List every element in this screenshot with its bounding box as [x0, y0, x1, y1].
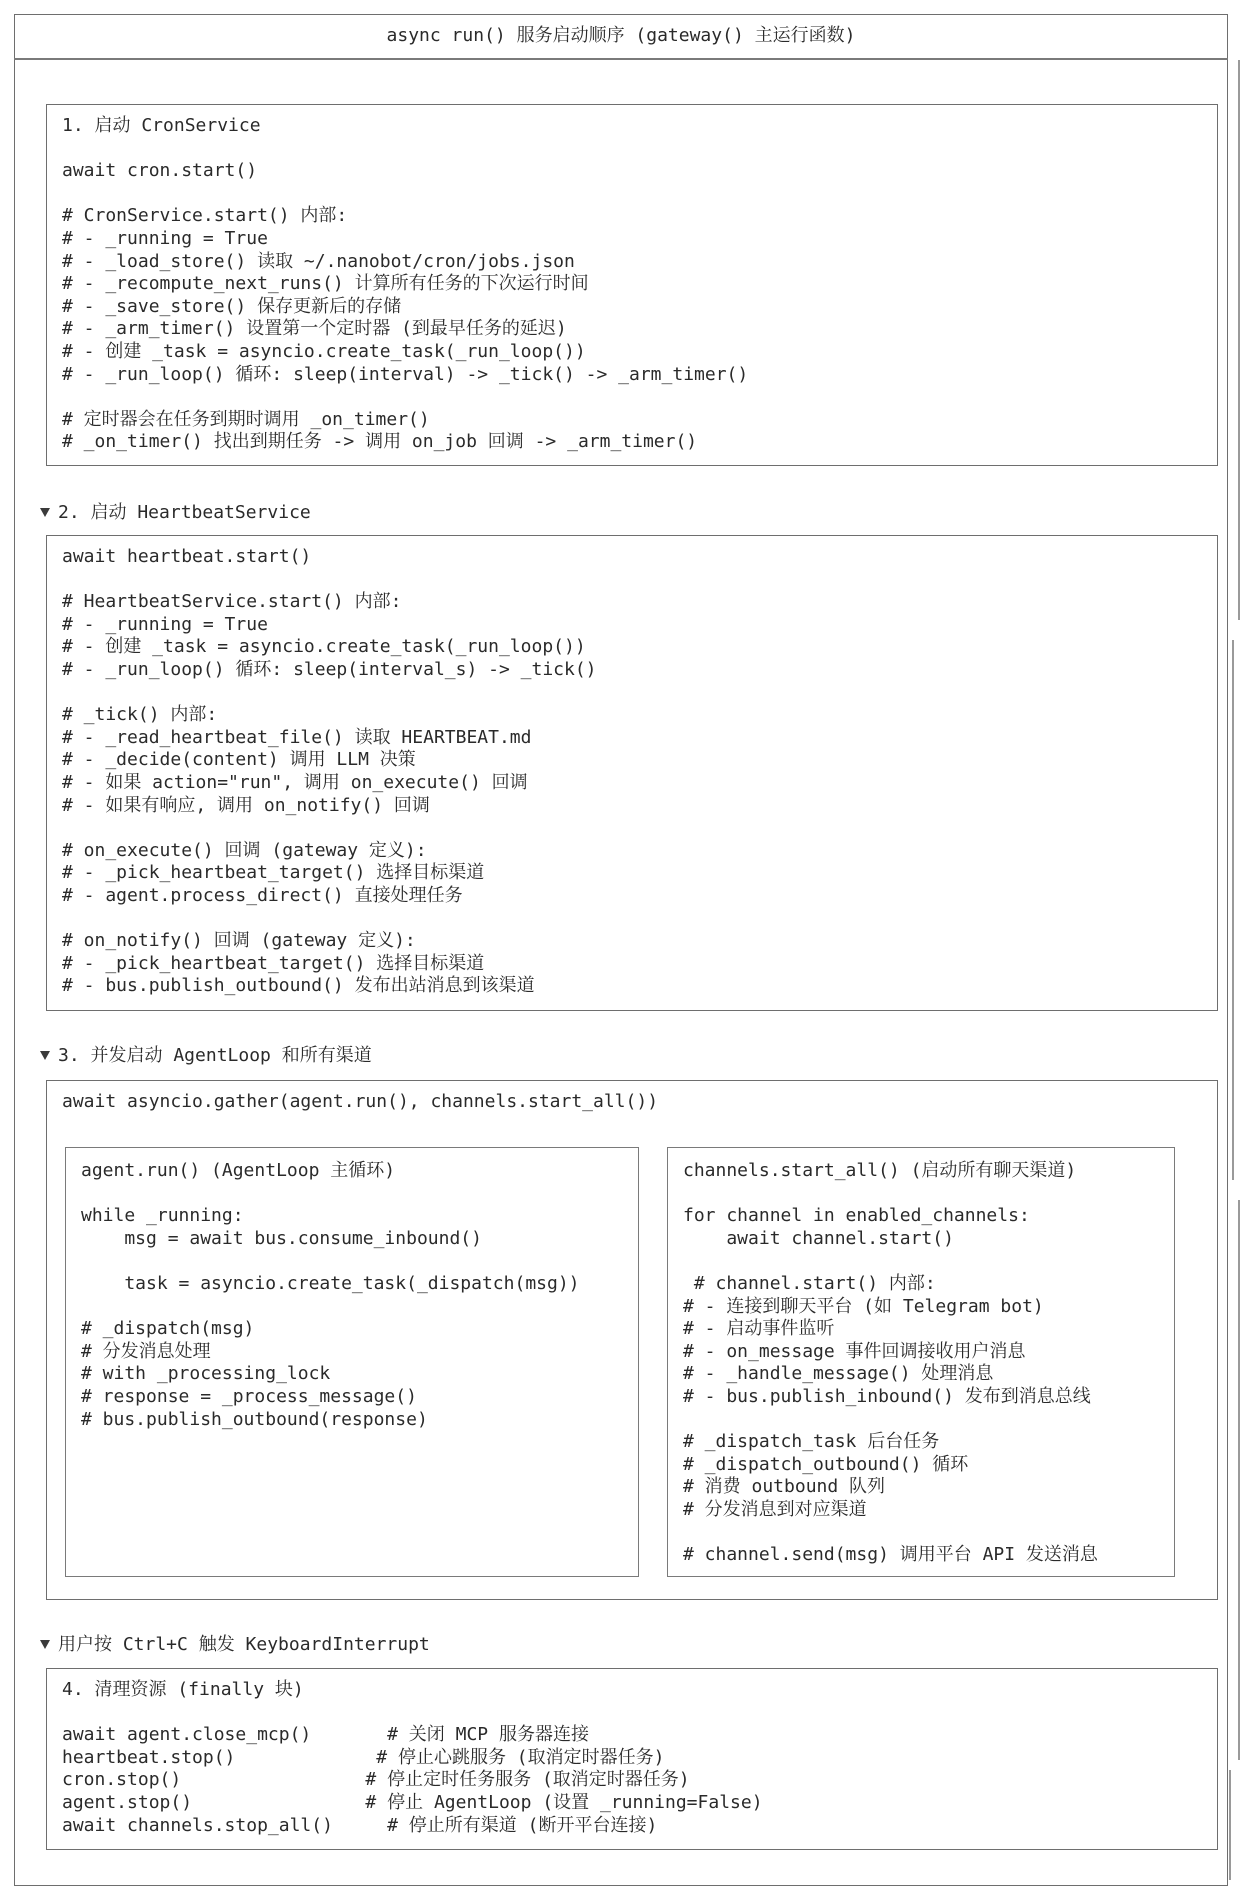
code-line: # response = _process_message(): [81, 1385, 417, 1407]
code-line: [683, 1183, 1098, 1206]
code-line: # - _run_loop() 循环: sleep(interval) -> _tick() -> _arm_timer(): [62, 363, 749, 385]
code-line: [62, 386, 748, 409]
code-line: # CronService.start() 内部:: [62, 205, 348, 227]
code-line: # - 连接到聊天平台 (如 Telegram bot): [683, 1295, 1044, 1317]
code-line: agent.run() (AgentLoop 主循环): [81, 1160, 396, 1181]
code-line: [683, 1522, 1098, 1545]
code-line: msg = await bus.consume_inbound(): [81, 1227, 482, 1249]
code-line: # 定时器会在任务到期时调用 _on_timer(): [62, 408, 430, 430]
code-line: [81, 1183, 580, 1206]
code-line: [62, 908, 597, 931]
code-line: await agent.close_mcp() # 关闭 MCP 服务器连接: [62, 1724, 589, 1746]
code-line: # - 如果 action="run", 调用 on_execute() 回调: [62, 771, 528, 793]
code-line: # - on_message 事件回调接收用户消息: [683, 1340, 1026, 1362]
code-line: await heartbeat.start(): [62, 546, 312, 567]
code-line: # 分发消息到对应渠道: [683, 1498, 867, 1520]
code-line: channels.start_all() (启动所有聊天渠道): [683, 1160, 1077, 1181]
code-line: 4. 清理资源 (finally 块): [62, 1679, 304, 1700]
code-line: # - 启动事件监听: [683, 1318, 835, 1340]
code-line: [683, 1409, 1098, 1432]
code-line: # 分发消息处理: [81, 1340, 211, 1362]
code-line: # - _pick_heartbeat_target() 选择目标渠道: [62, 952, 485, 974]
title-divider: [14, 58, 1228, 60]
code-line: # _tick() 内部:: [62, 704, 218, 726]
agent-loop-code: [81, 1160, 580, 1431]
code-line: [62, 138, 748, 161]
code-line: # 消费 outbound 队列: [683, 1476, 886, 1498]
code-line: # HeartbeatService.start() 内部:: [62, 591, 402, 613]
arrow-down-icon: [40, 1051, 50, 1060]
gather-step-label: 3. 并发启动 AgentLoop 和所有渠道: [40, 1045, 372, 1067]
gather-header: await asyncio.gather(agent.run(), channels.start_all()): [62, 1091, 659, 1112]
code-line: # _dispatch_outbound() 循环: [683, 1453, 969, 1475]
code-line: # _dispatch_task 后台任务: [683, 1431, 940, 1453]
code-line: heartbeat.stop() # 停止心跳服务 (取消定时器任务): [62, 1746, 665, 1768]
code-line: # - bus.publish_inbound() 发布到消息总线: [683, 1385, 1091, 1407]
code-line: # - _load_store() 读取 ~/.nanobot/cron/jobs.json: [62, 250, 575, 272]
code-line: # - _pick_heartbeat_target() 选择目标渠道: [62, 862, 485, 884]
code-line: 1. 启动 CronService: [62, 115, 261, 136]
code-line: [62, 817, 597, 840]
code-line: while _running:: [81, 1205, 244, 1227]
code-line: # - _arm_timer() 设置第一个定时器 (到最早任务的延迟): [62, 318, 567, 340]
arrow-down-icon: [40, 508, 50, 517]
agent-loop-box: [65, 1147, 639, 1577]
code-line: await channels.stop_all() # 停止所有渠道 (断开平台连接): [62, 1814, 658, 1836]
heartbeat-service-block: [46, 535, 1218, 1011]
code-line: # - _run_loop() 循环: sleep(interval_s) -> _tick(): [62, 658, 597, 680]
code-line: await cron.start(): [62, 160, 258, 182]
heartbeat-step-label: 2. 启动 HeartbeatService: [40, 502, 311, 524]
channels-box: [667, 1147, 1175, 1577]
code-line: # - _save_store() 保存更新后的存储: [62, 295, 402, 317]
code-line: [62, 183, 748, 206]
code-line: # on_execute() 回调 (gateway 定义):: [62, 839, 427, 861]
code-line: [62, 682, 597, 705]
code-line: # - _decide(content) 调用 LLM 决策: [62, 749, 416, 771]
code-line: # with _processing_lock: [81, 1363, 331, 1385]
code-line: # channel.send(msg) 调用平台 API 发送消息: [683, 1544, 1098, 1566]
interrupt-label: 用户按 Ctrl+C 触发 KeyboardInterrupt: [40, 1634, 430, 1656]
code-line: # _on_timer() 找出到期任务 -> 调用 on_job 回调 -> _arm_timer(): [62, 431, 698, 453]
code-line: for channel in enabled_channels:: [683, 1205, 1030, 1227]
code-line: # bus.publish_outbound(response): [81, 1408, 428, 1430]
code-line: # - _running = True: [62, 227, 268, 249]
cleanup-block: [46, 1668, 1218, 1850]
cron-service-code: [62, 115, 748, 454]
code-line: [62, 1702, 763, 1725]
code-line: # - 创建 _task = asyncio.create_task(_run_loop()): [62, 636, 586, 658]
code-line: await channel.start(): [683, 1227, 954, 1249]
code-line: # - agent.process_direct() 直接处理任务: [62, 884, 463, 906]
code-line: [81, 1296, 580, 1319]
code-line: # _dispatch(msg): [81, 1318, 255, 1340]
code-line: [683, 1250, 1098, 1273]
code-line: cron.stop() # 停止定时任务服务 (取消定时器任务): [62, 1769, 690, 1791]
code-line: # channel.start() 内部:: [683, 1272, 936, 1294]
channels-code: [683, 1160, 1098, 1567]
code-line: # - _running = True: [62, 613, 268, 635]
code-line: agent.stop() # 停止 AgentLoop (设置 _running=False): [62, 1791, 763, 1813]
code-line: # - _read_heartbeat_file() 读取 HEARTBEAT.md: [62, 726, 532, 748]
arrow-down-icon: [40, 1640, 50, 1649]
diagram-title: async run() 服务启动顺序 (gateway() 主运行函数): [386, 25, 856, 46]
code-line: [62, 569, 597, 592]
heartbeat-service-code: [62, 546, 597, 998]
cron-service-block: [46, 104, 1218, 466]
code-line: # - _recompute_next_runs() 计算所有任务的下次运行时间: [62, 273, 589, 295]
code-line: # - bus.publish_outbound() 发布出站消息到该渠道: [62, 975, 535, 997]
gather-block: [46, 1080, 1218, 1600]
code-line: [81, 1250, 580, 1273]
cleanup-code: [62, 1679, 763, 1837]
code-line: # on_notify() 回调 (gateway 定义):: [62, 930, 416, 952]
code-line: # - 如果有响应, 调用 on_notify() 回调: [62, 794, 430, 816]
code-line: # - 创建 _task = asyncio.create_task(_run_loop()): [62, 340, 586, 362]
code-line: task = asyncio.create_task(_dispatch(msg)): [81, 1272, 580, 1294]
code-line: # - _handle_message() 处理消息: [683, 1363, 994, 1385]
